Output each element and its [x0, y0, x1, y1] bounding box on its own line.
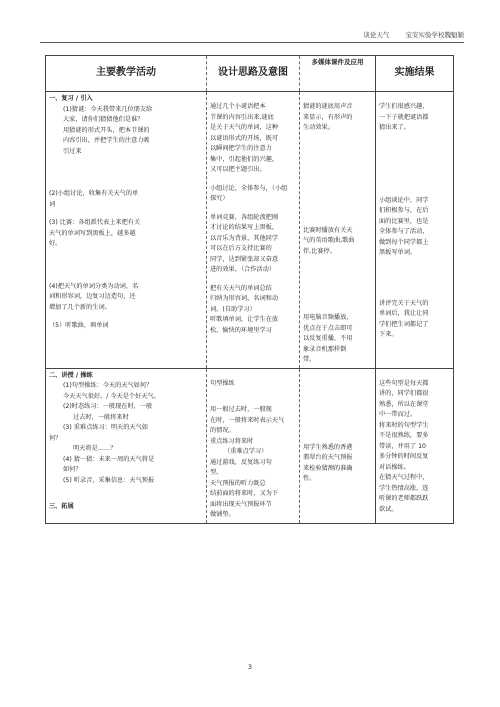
text-line: 翡翠台的天气预报: [303, 454, 353, 461]
text-line: (4) 猜一猜：未来一周的天气将是: [63, 455, 155, 463]
text-line: 面将出现天气预报环节: [210, 500, 272, 508]
text-line: 用学生熟悉的香港: [303, 443, 353, 451]
text-line: 探究）: [210, 195, 229, 202]
text-line: 以瞬间把学生的注意力: [210, 145, 272, 152]
text-line: 通过游戏，反复练习句: [210, 458, 272, 466]
text-line: 来检验猜测的准确: [303, 464, 353, 472]
text-line: 才讨论的结果写上黑板，: [210, 224, 279, 231]
section-practice-title: 二、讲授 / 操练: [49, 371, 93, 379]
text-line: 性。: [303, 475, 316, 482]
text-line: 生动效果。: [303, 124, 334, 131]
text-line: 结前面的将来时，又为下: [210, 490, 279, 497]
col-header-design: 设计思路及意图: [207, 56, 300, 92]
text-line: 单词后，我让让同: [379, 310, 429, 317]
text-line: 学们把生词都记了: [379, 320, 429, 328]
header-title: 谈论天气: [363, 31, 390, 39]
text-line: 这些句型是每天都: [379, 379, 429, 387]
text-line: (4)把天气的单词分类为动词，名: [49, 282, 139, 290]
text-line: 带读，并用了 10: [379, 442, 426, 450]
text-line: 带。: [303, 356, 316, 363]
cell-media-2: [300, 368, 376, 523]
text-line: 用电脑音频播放，: [303, 314, 353, 321]
text-line: 一下子就把谜语都: [379, 113, 429, 121]
text-line: 用猜谜的形式开头，把本节课的: [63, 126, 150, 134]
text-line: 归纳为形容词，名词和动: [210, 295, 279, 302]
text-line: 型。: [210, 469, 223, 476]
text-line: (1)句型操练：今天的天气如何？: [63, 382, 153, 389]
text-line: (2)时态练习：一般现在时，一般: [63, 403, 153, 410]
text-line: 全体参与了活动，: [379, 228, 429, 235]
text-line: 学生热情高涨，连: [379, 484, 429, 492]
text-line: 天气的单词写到黑板上，越多越: [49, 229, 136, 237]
text-line: 讲的，同学们都很: [379, 390, 429, 397]
cell-design-2: [207, 368, 300, 523]
text-line: 词。(自助学习）: [210, 305, 256, 313]
text-line: 引过来: [63, 147, 82, 155]
text-line: 优点在于点击即可: [303, 324, 353, 332]
cell-design-1: [207, 92, 300, 369]
text-line: 象录音机那样倒: [303, 345, 347, 353]
text-line: (3) 重难点练习：明天的天气如: [63, 424, 148, 431]
text-line: 以反复重播，不用: [303, 335, 353, 342]
cell-media-1: [300, 92, 376, 369]
text-line: 黑板写单词。: [379, 249, 417, 256]
text-line: （5）听歌曲，填单词: [49, 322, 109, 329]
text-line: 今天天气很好。/ 今天是个好天气。: [63, 392, 160, 400]
text-line: 中一带而过。: [379, 411, 417, 418]
text-line: (1)猜谜：今天我带来几位朋友给: [63, 105, 153, 113]
header-author: 宝安实验学校魏魁颖: [405, 31, 464, 39]
text-line: 熟悉，所以在课堂: [379, 400, 429, 408]
text-line: 做铺垫。: [210, 511, 235, 518]
text-line: （重难点学习）: [224, 448, 268, 455]
text-line: 单词竞赛，各组轮流把刚: [210, 213, 279, 221]
text-line: 松，愉快的环境里学习: [210, 326, 272, 334]
text-line: 重点练习将来时: [210, 437, 254, 445]
text-line: 猜出来了。: [379, 124, 410, 131]
text-line: 句型操练: [210, 379, 235, 387]
text-line: 进的效果。（合作活动）: [210, 266, 275, 273]
text-line: (2)小组讨论，收集有关天气的单: [49, 190, 139, 197]
text-line: 听课的老师都跃跃: [379, 495, 429, 502]
text-line: 以音乐为背景，其他同学: [210, 234, 279, 242]
text-line: 词和形容词，边复习边造句，还: [49, 293, 136, 300]
text-line: 小组谈论中，同学: [379, 196, 429, 204]
text-line: 又可以把主题引出。: [210, 166, 266, 173]
text-line: 不是很熟练，要多: [379, 432, 429, 439]
text-line: 听歌填单词，让学生在放: [210, 316, 279, 323]
text-line: 欲试。: [379, 505, 398, 513]
text-line: 增加了几个新的生词。: [49, 303, 111, 311]
text-line: 们积极参与，在后: [379, 207, 429, 214]
text-line: 气的英语歌曲,歌曲: [303, 237, 355, 244]
text-line: 明天将是……？: [73, 445, 117, 452]
text-line: 词: [49, 200, 56, 208]
text-line: 对话操练。: [379, 463, 410, 471]
text-line: 节课的内容引出来,谜底: [210, 113, 274, 121]
cell-activity-2: [46, 368, 207, 523]
text-line: 是关于天气的单词，这种: [210, 124, 279, 131]
text-line: 猜谜的谜底用声音: [303, 103, 353, 110]
text-line: 用一般过去时，一般现: [210, 406, 272, 413]
page-number: 3: [247, 663, 253, 671]
text-line: 大家，请你们猜猜他们是谁？: [63, 116, 144, 123]
text-line: 把有关天气的单词总结: [210, 284, 272, 292]
text-line: 天气预报的听力既总: [210, 479, 266, 487]
text-line: 通过几个小谜语把本: [210, 103, 266, 110]
text-line: 伴,比赛停。: [303, 247, 336, 255]
col-header-media: 多媒体课件及应用: [300, 56, 376, 92]
text-line: 将来时的句型学生: [379, 421, 429, 429]
cell-activity-1: [46, 92, 207, 369]
text-line: 做到每个同学都上: [379, 238, 429, 246]
text-line: 如何？: [63, 466, 82, 473]
cell-result-1: [376, 92, 454, 369]
text-line: 集中，引起他们的兴趣，: [210, 155, 279, 163]
text-line: 小组讨论，全体参与，（小组: [210, 184, 288, 192]
text-line: (5) 听录音，采集信息：天气预报: [63, 476, 155, 484]
text-line: 的情况。: [210, 427, 235, 434]
text-line: 讲评完关于天气的: [379, 299, 429, 307]
col-header-result: 实施结果: [376, 56, 454, 92]
cell-result-2: [376, 368, 454, 523]
text-line: 过去时，一般将来时: [73, 413, 129, 421]
text-line: 学生们很感兴趣，: [379, 103, 429, 110]
text-line: 来显示，有形声的: [303, 113, 353, 121]
text-line: 面的比赛里，也是: [379, 217, 429, 225]
text-line: 内容引出，并把学生的注意力吸: [63, 137, 150, 144]
page-header: [349, 30, 464, 39]
text-line: 何？: [49, 434, 62, 442]
header-rule: [40, 42, 464, 43]
text-line: 以谜语形式的开场，既可: [210, 134, 279, 142]
text-line: 比赛时播放有关天: [303, 226, 353, 234]
text-line: (3) 比赛：各组派代表上来把有关: [49, 219, 141, 226]
text-line: 在时，一般将来时表示天气: [210, 416, 285, 424]
text-line: 同学，达到紧张却又奋意: [210, 255, 279, 263]
text-line: 下来。: [379, 331, 398, 338]
section-review-title: 一、复习 / 引入: [49, 95, 93, 102]
col-header-activity: 主要教学活动: [46, 56, 207, 92]
text-line: 好。: [49, 240, 62, 247]
text-line: 可以在后方支持比赛的: [210, 245, 272, 252]
text-line: 在猜天气过程中，: [379, 474, 429, 481]
section-extension-title: 三、拓展: [49, 503, 74, 510]
lesson-plan-table: [45, 55, 454, 524]
text-line: 多分钟的时间反复: [379, 453, 429, 460]
